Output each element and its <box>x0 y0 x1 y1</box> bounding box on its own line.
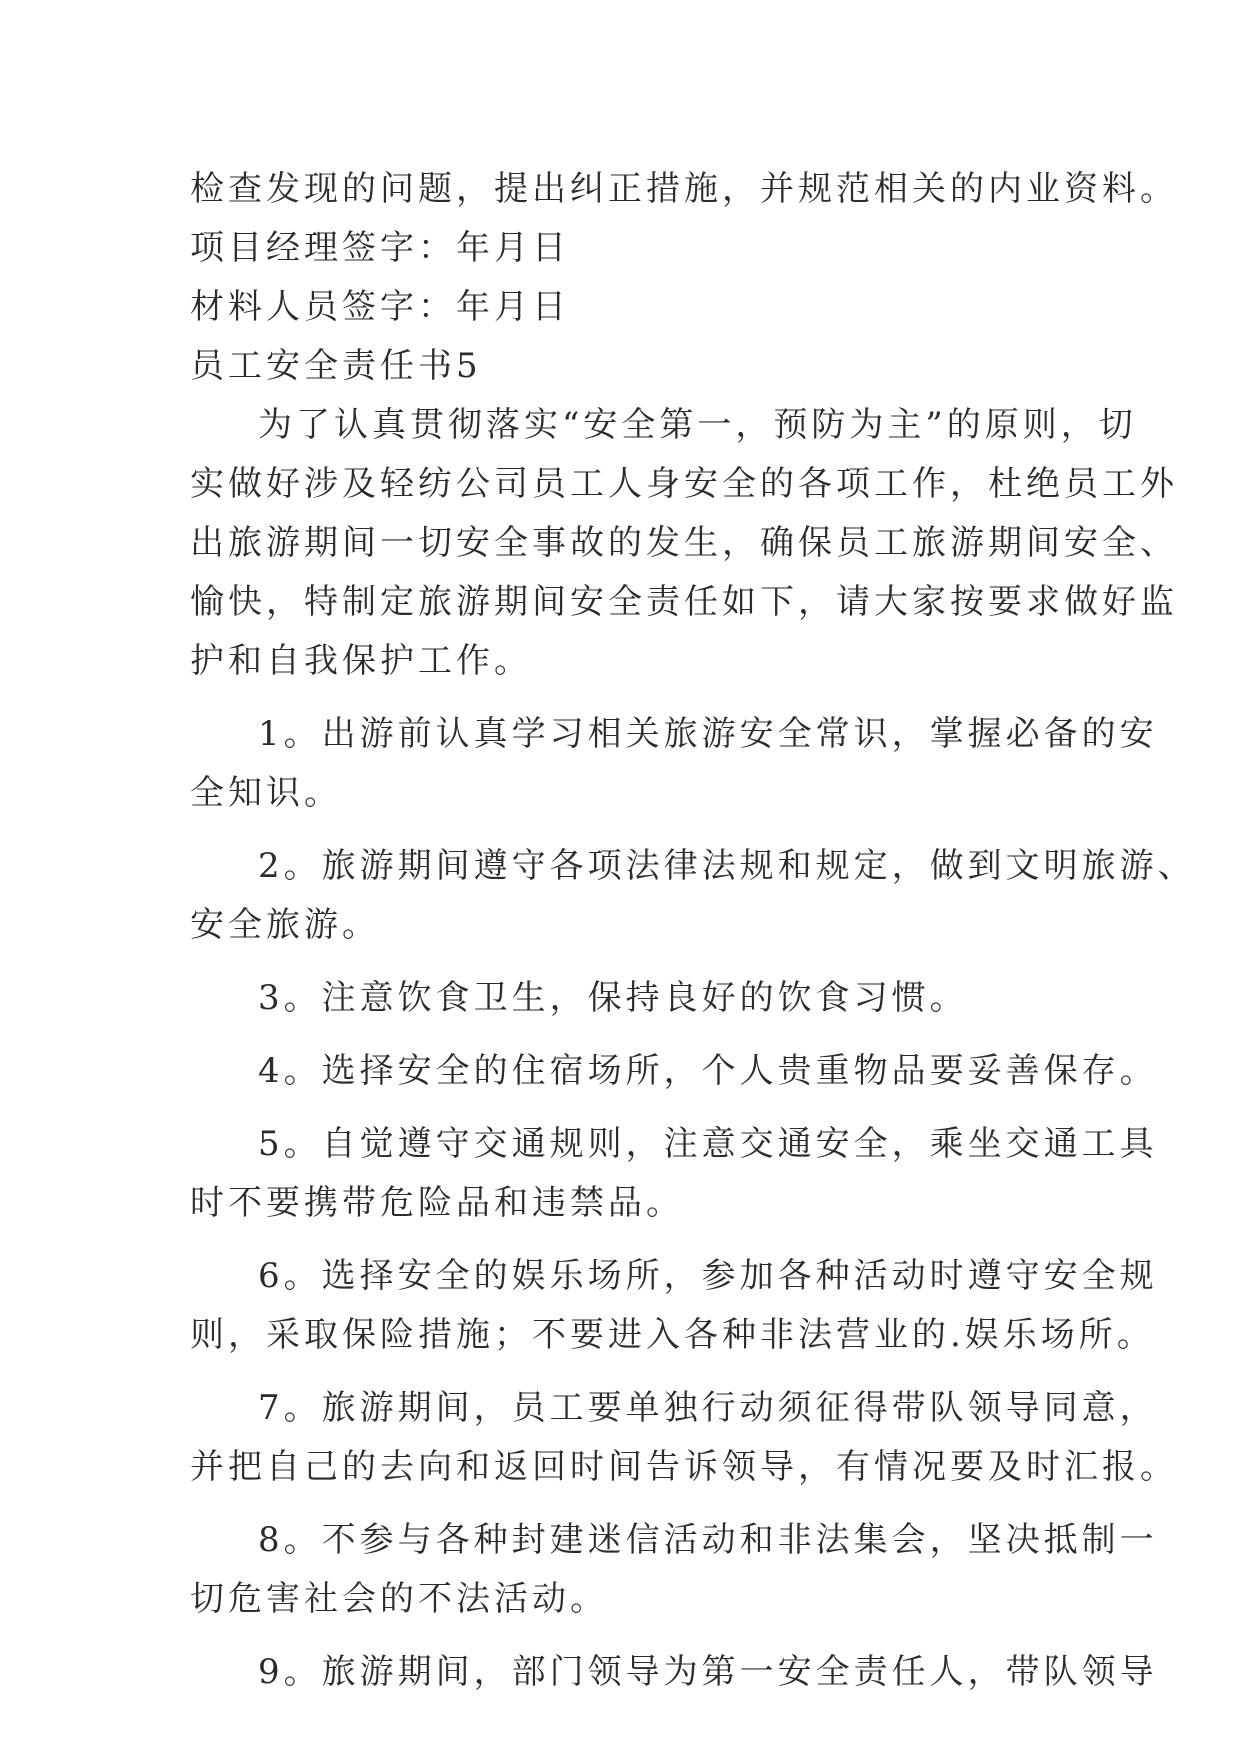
paragraph-gap <box>190 1233 1070 1247</box>
paragraph-gap <box>190 1365 1070 1379</box>
rule-item-3 <box>190 969 1070 1028</box>
rule-line: 8。不参与各种封建迷信活动和非法集会，坚决抵制一 <box>258 1520 1158 1560</box>
intro-line: 护和自我保护工作。 <box>190 641 532 681</box>
rule-line: 7。旅游期间，员工要单独行动须征得带队领导同意， <box>258 1388 1158 1428</box>
paragraph-gap <box>190 1101 1070 1115</box>
intro-line: 愉快，特制定旅游期间安全责任如下，请大家按要求做好监 <box>190 582 1178 622</box>
paragraph-gap <box>190 691 1070 705</box>
intro-line: 实做好涉及轻纺公司员工人身安全的各项工作，杜绝员工外 <box>190 464 1178 504</box>
paragraph-gap <box>190 1629 1070 1643</box>
material-staff-signature-line: 材料人员签字：年月日 <box>190 287 570 327</box>
section-title: 员工安全责任书5 <box>190 346 482 386</box>
rule-line: 并把自己的去向和返回时间告诉领导，有情况要及时汇报。 <box>190 1447 1178 1487</box>
paragraph-gap <box>190 955 1070 969</box>
rule-item-6 <box>190 1247 1158 1365</box>
rule-line: 6。选择安全的娱乐场所，参加各种活动时遵守安全规 <box>258 1256 1158 1296</box>
rule-line: 时不要携带危险品和违禁品。 <box>190 1183 684 1223</box>
rule-line: 2。旅游期间遵守各项法律法规和规定，做到文明旅游、 <box>258 846 1196 886</box>
rule-item-5 <box>190 1115 1158 1233</box>
rule-item-8 <box>190 1511 1158 1629</box>
document-body <box>190 160 1196 1702</box>
rule-item-2 <box>190 837 1196 955</box>
rule-item-4 <box>190 1042 1158 1101</box>
paragraph-gap <box>190 1028 1070 1042</box>
rule-line: 切危害社会的不法活动。 <box>190 1579 608 1619</box>
rule-item-1 <box>190 705 1158 823</box>
intro-line: 为了认真贯彻落实“安全第一，预防为主”的原则，切 <box>258 405 1137 445</box>
rule-line: 4。选择安全的住宿场所，个人贵重物品要妥善保存。 <box>258 1051 1158 1091</box>
paragraph-gap <box>190 1497 1070 1511</box>
rule-item-7 <box>190 1379 1178 1497</box>
project-manager-signature-line: 项目经理签字：年月日 <box>190 228 570 268</box>
intro-paragraph <box>190 396 1178 691</box>
intro-line: 出旅游期间一切安全事故的发生，确保员工旅游期间安全、 <box>190 523 1178 563</box>
rule-line: 1。出游前认真学习相关旅游安全常识，掌握必备的安 <box>258 714 1158 754</box>
rule-line: 3。注意饮食卫生，保持良好的饮食习惯。 <box>258 978 968 1018</box>
rule-line: 9。旅游期间，部门领导为第一安全责任人，带队领导 <box>258 1652 1158 1692</box>
rule-line: 全知识。 <box>190 773 342 813</box>
rule-line: 5。自觉遵守交通规则，注意交通安全，乘坐交通工具 <box>258 1124 1158 1164</box>
rule-item-9 <box>190 1643 1158 1702</box>
rule-line: 安全旅游。 <box>190 905 380 945</box>
paragraph-gap <box>190 823 1070 837</box>
header-line-1: 检查发现的问题，提出纠正措施，并规范相关的内业资料。 <box>190 169 1178 209</box>
rule-line: 则，采取保险措施；不要进入各种非法营业的.娱乐场所。 <box>190 1315 1155 1355</box>
